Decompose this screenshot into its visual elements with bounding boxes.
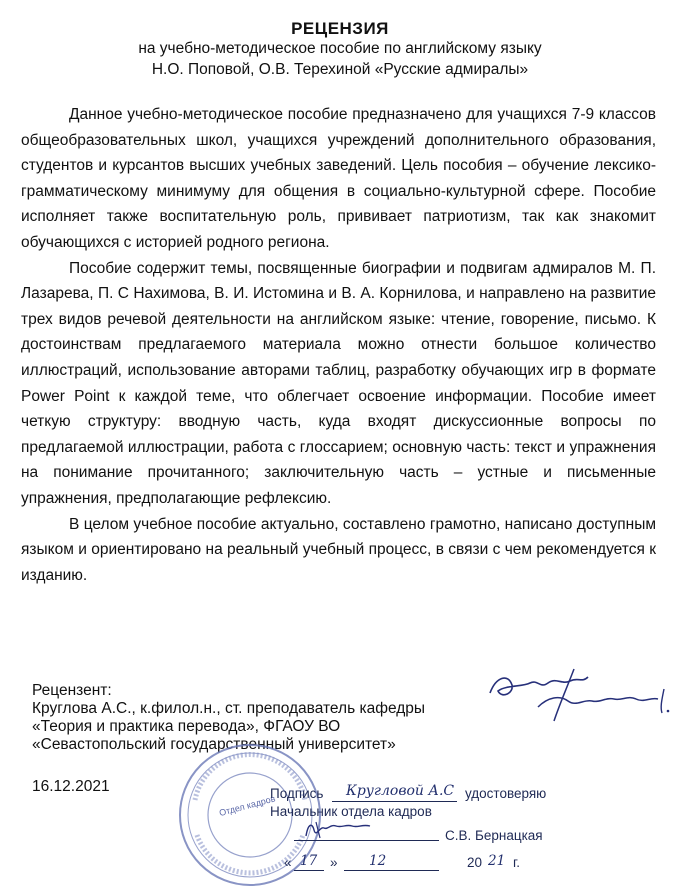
certification-name: С.В. Бернацкая xyxy=(445,828,543,843)
paragraph-content: Пособие содержит темы, посвященные биографии и подвигам адмиралов М. П. Лазарева, П. С Нахимова, В. И. Истомина и В. А. Корнилова, и направлено на развитие трех видов речевой деятельности на английском языке: чтение, говорение, письмо. К достоинствам предлагаемого материала можно отнести большое количество иллюстраций, использование авторами таблиц, разработку обучающих игр в формате Power Point к каждой теме, что облегчает освоение информации. Пособие имеет четкую структуру: вводную часть, куда входят дискуссионные вопросы по предлагаемой иллюстрации, работа с глоссарием; основную часть: текст и упражнения на понимание прочитанного; заключительную часть – устные и письменные упражнения, предполагающие рефлексию. xyxy=(21,259,656,507)
certification-signer-handwritten: Кругловой А.С xyxy=(346,783,455,799)
paragraph-purpose: Данное учебно-методическое пособие предназначено для учащихся 7-9 классов общеобразовательных школ, учащихся учреждений дополнительного образования, студентов и курсантов высших учебных заведений. Цель пособия – обучение лексико-грамматическому минимуму для общения в социально-культурной сфере. Пособие исполняет также воспитательную роль, прививает патриотизм, так как знакомит обучающихся с историей родного региона. xyxy=(21,106,656,251)
document-title: РЕЦЕНЗИЯ xyxy=(291,19,389,38)
certification-role: Начальник отдела кадров xyxy=(270,804,432,819)
reviewer-line-1: Круглова А.С., к.филол.н., ст. преподаватель кафедры xyxy=(32,700,426,717)
certification-year-suffix: 21 xyxy=(488,853,506,869)
reviewer-signature xyxy=(478,655,678,735)
document-subtitle-line-2: Н.О. Поповой, О.В. Терехиной «Русские адмиралы» xyxy=(151,61,529,78)
paragraph-conclusion: В целом учебное пособие актуально, составлено грамотно, написано доступным языком и ориентировано на реальный учебный процесс, в связи с чем рекомендуется к изданию. xyxy=(21,515,656,584)
reviewer-label: Рецензент: xyxy=(32,682,112,699)
reviewer-line-3: «Севастопольский государственный университет» xyxy=(32,736,396,753)
certification-head-sign-line xyxy=(294,840,439,841)
certification-year-prefix: 20 xyxy=(467,855,483,870)
review-body xyxy=(21,102,656,588)
certification-year-unit: г. xyxy=(513,855,521,870)
document-subtitle-line-1: на учебно-методическое пособие по английскому языку xyxy=(138,40,542,57)
certification-udostoveryayu: удостоверяю xyxy=(465,786,547,801)
certification-month: 12 xyxy=(369,853,387,869)
document-date: 16.12.2021 xyxy=(32,778,110,795)
certification-podpis: Подпись xyxy=(270,786,324,801)
head-of-hr-signature xyxy=(302,818,382,842)
certification-month-line xyxy=(344,870,439,871)
stamp-inner-text: Отдел кадров xyxy=(217,793,277,819)
certification-day-line xyxy=(294,870,324,871)
certification-quote-open: « xyxy=(284,855,292,870)
certification-day: 17 xyxy=(300,853,318,869)
signature-certification xyxy=(262,782,562,878)
reviewer-line-2: «Теория и практика перевода», ФГАОУ ВО xyxy=(32,718,341,735)
certification-signer-line xyxy=(332,801,457,802)
certification-quote-close: » xyxy=(330,855,338,870)
